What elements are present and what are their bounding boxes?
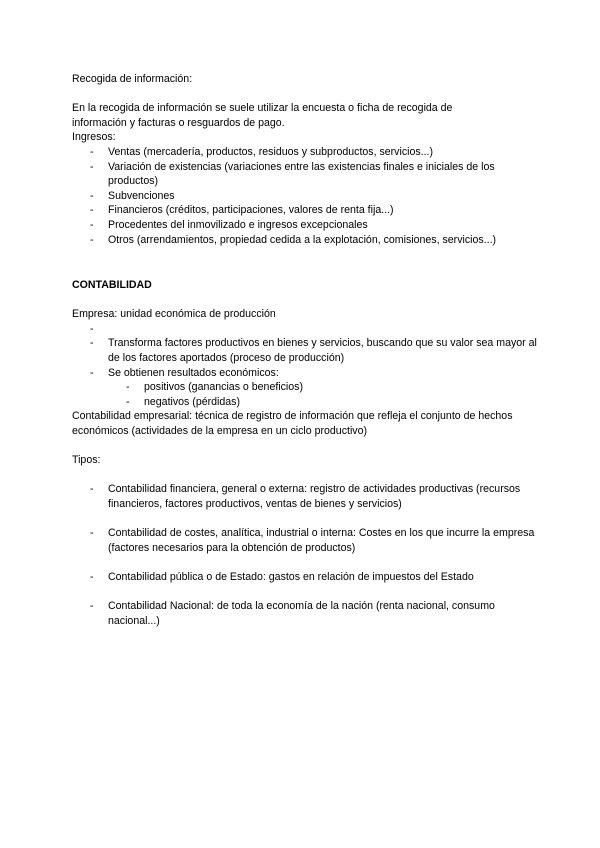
section-title: Recogida de información: bbox=[72, 73, 193, 85]
bullet-dash: - bbox=[90, 218, 94, 231]
list-item: - Contabilidad Nacional: de toda la economía de la nación (renta nacional, consumo nacional...) bbox=[90, 600, 495, 627]
intro-line-2: información y facturas o resguardos de pago. bbox=[72, 116, 285, 129]
bullet-dash: - bbox=[90, 233, 94, 246]
list-item: - Contabilidad pública o de Estado: gastos en relación de impuestos del Estado bbox=[90, 570, 474, 583]
list-item bbox=[72, 322, 542, 337]
list-item: - positivos (ganancias o beneficios) bbox=[126, 381, 303, 394]
bullet-dash: - bbox=[90, 527, 94, 540]
ingresos-list bbox=[72, 145, 542, 247]
bullet-dash: - bbox=[90, 337, 94, 350]
contabilidad-empresarial: Contabilidad empresarial: técnica de registro de información que refleja el conjunto de hechos económicos (actividades de la empresa en un ciclo productivo) bbox=[72, 410, 513, 437]
list-item: - Subvenciones bbox=[90, 189, 175, 202]
bullet-dash: - bbox=[90, 145, 94, 158]
section-heading: CONTABILIDAD bbox=[72, 279, 152, 291]
empresa-list bbox=[72, 322, 542, 410]
list-item: - Financieros (créditos, participaciones, valores de renta fija...) bbox=[90, 204, 394, 217]
bullet-dash: - bbox=[90, 570, 94, 583]
section-recogida bbox=[72, 72, 542, 247]
bullet-dash: - bbox=[126, 381, 130, 394]
ingresos-label: Ingresos: bbox=[72, 131, 116, 144]
list-item: - Contabilidad financiera, general o externa: registro de actividades productivas (recursos financieros, factores productivos, ventas de bienes y servicios) bbox=[90, 483, 521, 510]
bullet-dash: - bbox=[90, 483, 94, 496]
bullet-dash: - bbox=[90, 600, 94, 613]
intro-line-1: En la recogida de información se suele utilizar la encuesta o ficha de recogida de bbox=[72, 102, 453, 115]
list-item: - Se obtienen resultados económicos: bbox=[90, 366, 279, 379]
list-item: - Procedentes del inmovilizado e ingresos excepcionales bbox=[90, 218, 368, 231]
list-item: - Variación de existencias (variaciones entre las existencias finales e iniciales de los productos) bbox=[90, 160, 495, 188]
bullet-dash: - bbox=[90, 366, 94, 379]
bullet-dash: - bbox=[126, 395, 130, 408]
list-item: - Ventas (mercadería, productos, residuos y subproductos, servicios...) bbox=[90, 145, 434, 158]
list-item: - negativos (pérdidas) bbox=[126, 395, 240, 408]
section-contabilidad bbox=[72, 278, 542, 628]
bullet-dash: - bbox=[90, 204, 94, 217]
list-item: - Contabilidad de costes, analítica, industrial o interna: Costes en los que incurre la empresa (factores necesarios para la obtención de productos) bbox=[90, 527, 535, 554]
list-item: - Otros (arrendamientos, propiedad cedida a la explotación, comisiones, servicios...) bbox=[90, 233, 497, 246]
list-item: - Transforma factores productivos en bienes y servicios, buscando que su valor sea mayor al de los factores aportados (proceso de producción) bbox=[90, 337, 537, 364]
tipos-list bbox=[72, 482, 542, 628]
bullet-dash: - bbox=[90, 160, 94, 173]
empresa-definition: Empresa: unidad económica de producción bbox=[72, 308, 276, 321]
bullet-dash: - bbox=[90, 189, 94, 202]
tipos-label: Tipos: bbox=[72, 454, 101, 467]
bullet-dash: - bbox=[90, 322, 94, 335]
